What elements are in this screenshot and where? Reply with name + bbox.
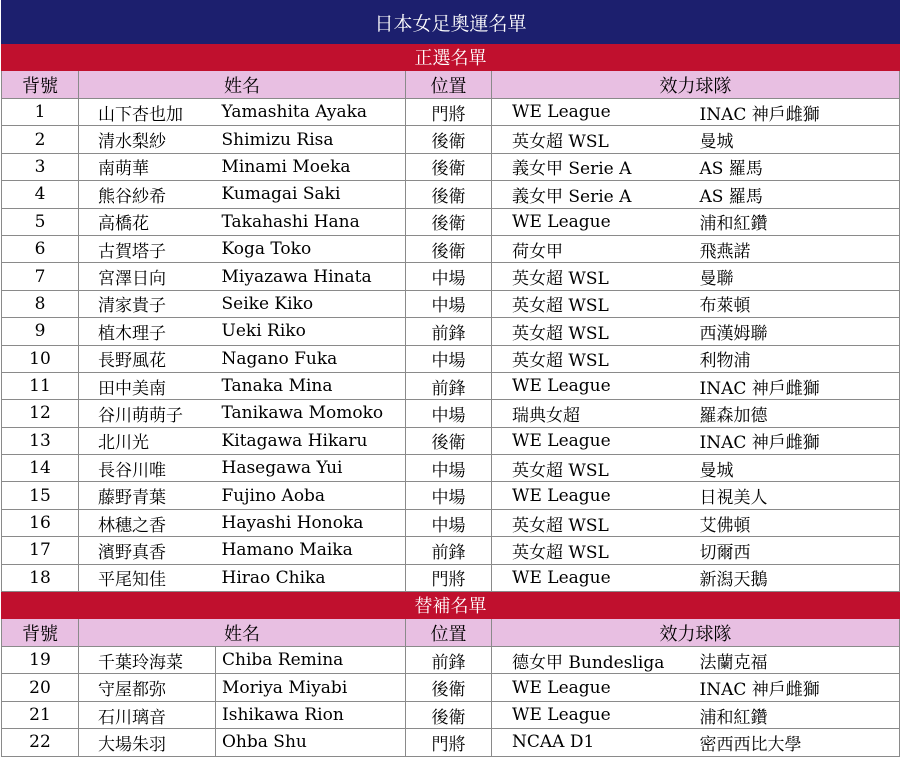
club-league: 英女超 WSL	[492, 290, 694, 317]
jersey-number: 20	[2, 674, 79, 701]
club-league: WE League	[492, 99, 694, 126]
player-name-romaji: Shimizu Risa	[216, 126, 406, 153]
player-name-chinese: 宮澤日向	[79, 263, 216, 290]
table-row	[2, 345, 900, 372]
club-league: WE League	[492, 674, 694, 701]
player-name-romaji: Kumagai Saki	[216, 181, 406, 208]
column-header-row	[2, 619, 900, 647]
player-name-romaji: Moriya Miyabi	[216, 674, 406, 701]
club-name: 飛燕諾	[694, 235, 900, 262]
player-position: 前鋒	[406, 647, 492, 674]
jersey-number: 14	[2, 455, 79, 482]
club-league: NCAA D1	[492, 729, 694, 756]
player-position: 後衛	[406, 153, 492, 180]
player-position: 後衛	[406, 674, 492, 701]
player-position: 後衛	[406, 208, 492, 235]
player-name-romaji: Tanikawa Momoko	[216, 400, 406, 427]
table-row	[2, 427, 900, 454]
player-name-romaji: Takahashi Hana	[216, 208, 406, 235]
club-league: WE League	[492, 564, 694, 591]
jersey-number: 8	[2, 290, 79, 317]
header-number: 背號	[2, 71, 79, 99]
section-title: 正選名單	[2, 44, 900, 71]
club-name: INAC 神戶雌獅	[694, 427, 900, 454]
player-name-romaji: Miyazawa Hinata	[216, 263, 406, 290]
club-name: 新潟天鵝	[694, 564, 900, 591]
club-name: 西漢姆聯	[694, 318, 900, 345]
jersey-number: 7	[2, 263, 79, 290]
player-name-chinese: 山下杏也加	[79, 99, 216, 126]
club-name: 布萊頓	[694, 290, 900, 317]
jersey-number: 9	[2, 318, 79, 345]
player-name-chinese: 植木理子	[79, 318, 216, 345]
club-league: WE League	[492, 482, 694, 509]
club-league: 英女超 WSL	[492, 455, 694, 482]
table-row	[2, 701, 900, 728]
player-position: 前鋒	[406, 318, 492, 345]
player-position: 門將	[406, 99, 492, 126]
player-name-romaji: Tanaka Mina	[216, 372, 406, 399]
club-name: 利物浦	[694, 345, 900, 372]
player-name-chinese: 谷川萌萌子	[79, 400, 216, 427]
player-name-romaji: Minami Moeka	[216, 153, 406, 180]
player-name-chinese: 清家貴子	[79, 290, 216, 317]
jersey-number: 3	[2, 153, 79, 180]
player-name-chinese: 千葉玲海菜	[79, 647, 216, 674]
player-position: 後衛	[406, 126, 492, 153]
player-position: 前鋒	[406, 372, 492, 399]
table-row	[2, 729, 900, 756]
jersey-number: 6	[2, 235, 79, 262]
player-position: 中場	[406, 400, 492, 427]
club-league: 英女超 WSL	[492, 345, 694, 372]
club-league: 英女超 WSL	[492, 537, 694, 564]
jersey-number: 22	[2, 729, 79, 756]
table-row	[2, 400, 900, 427]
player-name-chinese: 藤野青葉	[79, 482, 216, 509]
club-name: 浦和紅鑽	[694, 701, 900, 728]
player-name-chinese: 北川光	[79, 427, 216, 454]
club-name: 曼城	[694, 126, 900, 153]
club-name: 浦和紅鑽	[694, 208, 900, 235]
club-league: WE League	[492, 427, 694, 454]
club-name: 密西西比大學	[694, 729, 900, 756]
player-name-chinese: 熊谷紗希	[79, 181, 216, 208]
title-row	[2, 1, 900, 44]
roster-title: 日本女足奧運名單	[2, 1, 900, 44]
club-league: 英女超 WSL	[492, 263, 694, 290]
club-league: 荷女甲	[492, 235, 694, 262]
player-name-romaji: Fujino Aoba	[216, 482, 406, 509]
player-name-chinese: 田中美南	[79, 372, 216, 399]
table-row	[2, 564, 900, 591]
player-name-romaji: Ueki Riko	[216, 318, 406, 345]
jersey-number: 1	[2, 99, 79, 126]
club-name: INAC 神戶雌獅	[694, 674, 900, 701]
player-name-chinese: 濱野真香	[79, 537, 216, 564]
player-position: 門將	[406, 729, 492, 756]
player-name-romaji: Hirao Chika	[216, 564, 406, 591]
player-name-chinese: 南萌華	[79, 153, 216, 180]
player-name-romaji: Hayashi Honoka	[216, 509, 406, 536]
club-league: 英女超 WSL	[492, 126, 694, 153]
player-name-chinese: 守屋都弥	[79, 674, 216, 701]
player-name-chinese: 平尾知佳	[79, 564, 216, 591]
jersey-number: 4	[2, 181, 79, 208]
player-position: 後衛	[406, 235, 492, 262]
player-name-romaji: Hasegawa Yui	[216, 455, 406, 482]
player-name-romaji: Hamano Maika	[216, 537, 406, 564]
player-name-romaji: Ohba Shu	[216, 729, 406, 756]
player-position: 中場	[406, 290, 492, 317]
club-name: 艾佛頓	[694, 509, 900, 536]
club-league: 義女甲 Serie A	[492, 181, 694, 208]
player-name-romaji: Koga Toko	[216, 235, 406, 262]
table-row	[2, 290, 900, 317]
player-position: 中場	[406, 263, 492, 290]
table-row	[2, 181, 900, 208]
club-name: 曼聯	[694, 263, 900, 290]
table-row	[2, 647, 900, 674]
player-position: 後衛	[406, 181, 492, 208]
player-position: 後衛	[406, 427, 492, 454]
jersey-number: 17	[2, 537, 79, 564]
club-league: WE League	[492, 372, 694, 399]
player-name-chinese: 高橋花	[79, 208, 216, 235]
player-position: 中場	[406, 455, 492, 482]
jersey-number: 5	[2, 208, 79, 235]
player-name-romaji: Chiba Remina	[216, 647, 406, 674]
club-name: INAC 神戶雌獅	[694, 99, 900, 126]
player-name-chinese: 長谷川唯	[79, 455, 216, 482]
player-name-romaji: Yamashita Ayaka	[216, 99, 406, 126]
player-name-chinese: 石川璃音	[79, 701, 216, 728]
table-row	[2, 99, 900, 126]
table-row	[2, 482, 900, 509]
jersey-number: 12	[2, 400, 79, 427]
player-name-chinese: 清水梨紗	[79, 126, 216, 153]
player-position: 前鋒	[406, 537, 492, 564]
table-row	[2, 126, 900, 153]
jersey-number: 15	[2, 482, 79, 509]
club-league: WE League	[492, 208, 694, 235]
roster-table	[1, 0, 900, 757]
player-name-chinese: 長野風花	[79, 345, 216, 372]
club-league: 英女超 WSL	[492, 318, 694, 345]
player-name-chinese: 大場朱羽	[79, 729, 216, 756]
jersey-number: 18	[2, 564, 79, 591]
club-league: 義女甲 Serie A	[492, 153, 694, 180]
table-row	[2, 235, 900, 262]
header-name: 姓名	[79, 71, 406, 99]
header-club: 效力球隊	[492, 71, 900, 99]
table-row	[2, 318, 900, 345]
section-header	[2, 592, 900, 619]
player-name-romaji: Kitagawa Hikaru	[216, 427, 406, 454]
table-row	[2, 263, 900, 290]
club-league: 英女超 WSL	[492, 509, 694, 536]
header-position: 位置	[406, 71, 492, 99]
table-row	[2, 674, 900, 701]
player-name-romaji: Ishikawa Rion	[216, 701, 406, 728]
jersey-number: 19	[2, 647, 79, 674]
header-number: 背號	[2, 619, 79, 647]
jersey-number: 13	[2, 427, 79, 454]
club-name: 羅森加德	[694, 400, 900, 427]
jersey-number: 21	[2, 701, 79, 728]
club-name: 切爾西	[694, 537, 900, 564]
player-name-chinese: 古賀塔子	[79, 235, 216, 262]
jersey-number: 16	[2, 509, 79, 536]
table-row	[2, 153, 900, 180]
jersey-number: 2	[2, 126, 79, 153]
player-position: 中場	[406, 345, 492, 372]
section-header	[2, 44, 900, 71]
header-position: 位置	[406, 619, 492, 647]
club-name: AS 羅馬	[694, 181, 900, 208]
jersey-number: 10	[2, 345, 79, 372]
section-title: 替補名單	[2, 592, 900, 619]
club-name: 日視美人	[694, 482, 900, 509]
player-name-romaji: Seike Kiko	[216, 290, 406, 317]
club-league: 德女甲 Bundesliga	[492, 647, 694, 674]
player-position: 中場	[406, 509, 492, 536]
club-league: 瑞典女超	[492, 400, 694, 427]
table-row	[2, 455, 900, 482]
player-position: 中場	[406, 482, 492, 509]
club-name: INAC 神戶雌獅	[694, 372, 900, 399]
column-header-row	[2, 71, 900, 99]
table-row	[2, 208, 900, 235]
jersey-number: 11	[2, 372, 79, 399]
club-name: 曼城	[694, 455, 900, 482]
player-name-romaji: Nagano Fuka	[216, 345, 406, 372]
player-position: 後衛	[406, 701, 492, 728]
club-league: WE League	[492, 701, 694, 728]
header-club: 效力球隊	[492, 619, 900, 647]
player-name-chinese: 林穗之香	[79, 509, 216, 536]
table-row	[2, 509, 900, 536]
table-row	[2, 537, 900, 564]
club-name: AS 羅馬	[694, 153, 900, 180]
roster-body	[2, 1, 900, 757]
player-position: 門將	[406, 564, 492, 591]
club-name: 法蘭克福	[694, 647, 900, 674]
header-name: 姓名	[79, 619, 406, 647]
table-row	[2, 372, 900, 399]
